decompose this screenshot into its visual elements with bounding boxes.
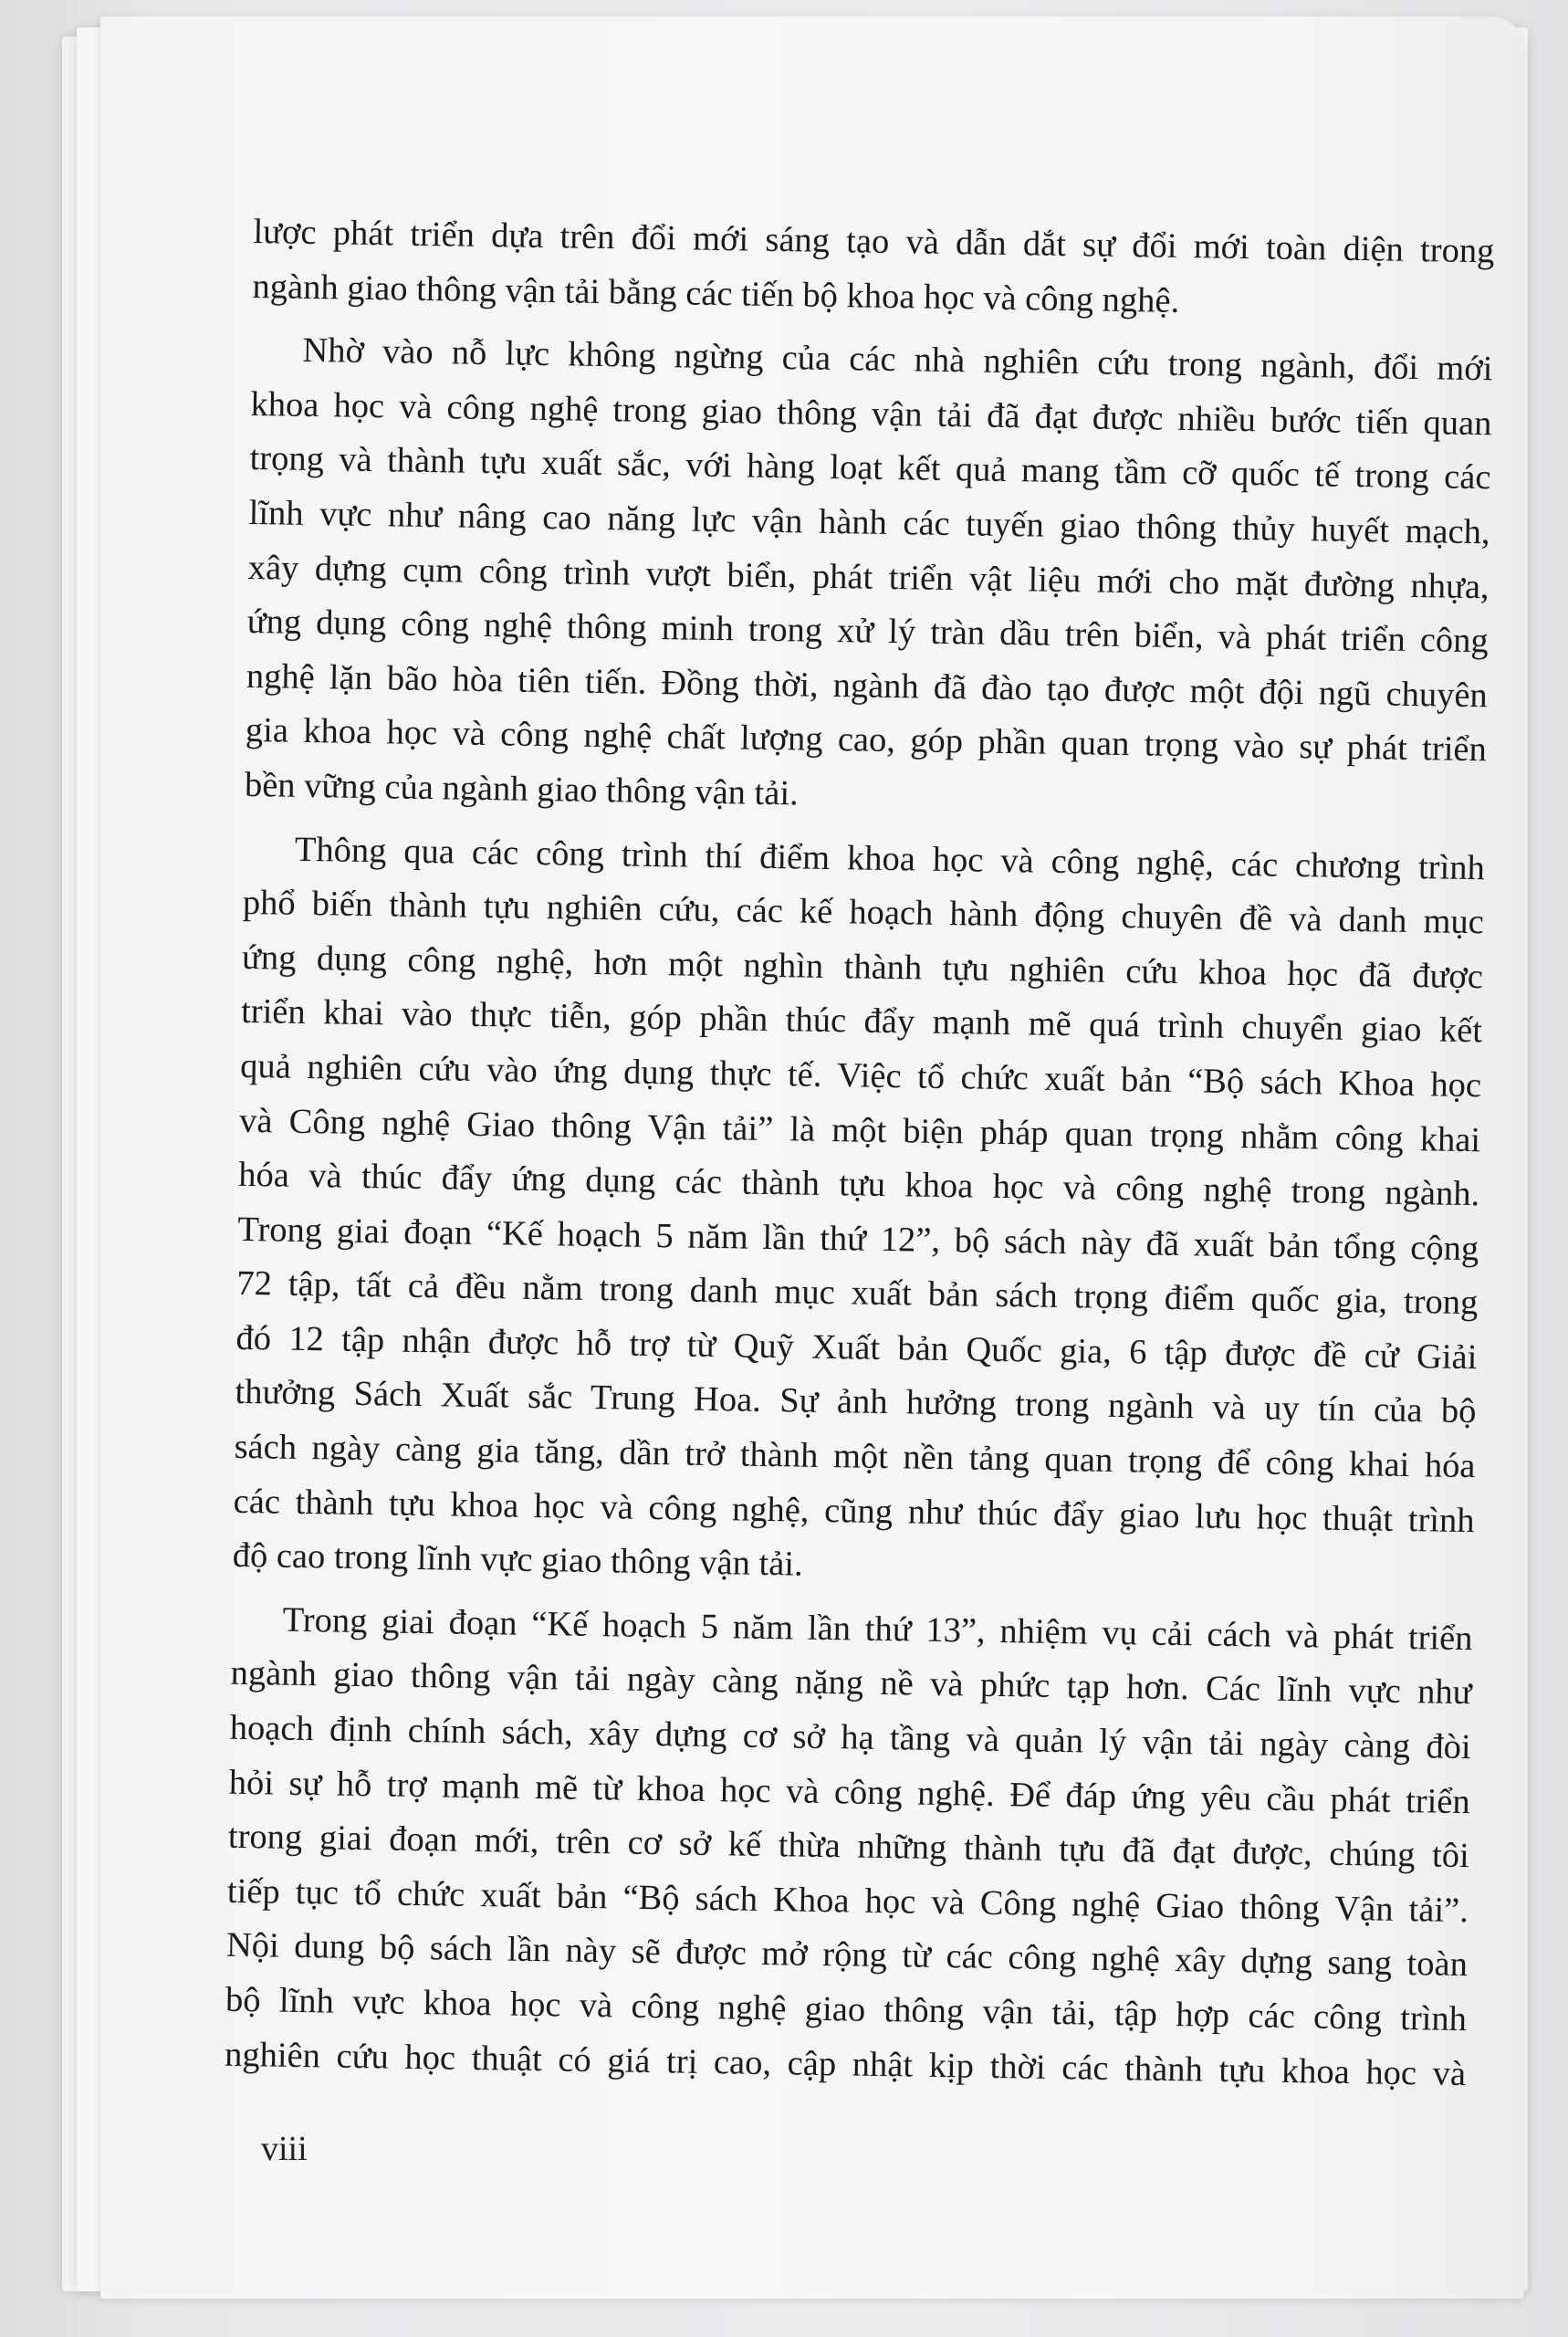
text-line: quả nghiên cứu vào ứng dụng thực tế. Việc tổ chức xuất bản “Bộ sách Khoa học xyxy=(239,1046,1482,1106)
text-line: Trong giai đoạn “Kế hoạch 5 năm lần thứ 12”, bộ sách này đã xuất bản tổng cộng xyxy=(237,1210,1479,1268)
text-line: 72 tập, tất cả đều nằm trong danh mục xuất bản sách trọng điểm quốc gia, trong xyxy=(236,1264,1479,1323)
text-line: đó 12 tập nhận được hỗ trợ từ Quỹ Xuất bản Quốc gia, 6 tập được đề cử Giải xyxy=(235,1318,1478,1378)
paragraph xyxy=(232,822,1485,1603)
text-line: xây dựng cụm công trình vượt biển, phát triển vật liệu mới cho mặt đường nhựa, xyxy=(247,548,1490,606)
text-line: triển khai vào thực tiễn, góp phần thúc đẩy mạnh mẽ quá trình chuyển giao kết xyxy=(240,992,1483,1051)
text-line: các thành tựu khoa học và công nghệ, cũng như thúc đẩy giao lưu học thuật trình xyxy=(233,1482,1475,1540)
text-line: Trong giai đoạn “Kế hoạch 5 năm lần thứ 13”, nhiệm vụ cải cách và phát triển xyxy=(282,1600,1473,1659)
text-line: ngành giao thông vận tải ngày càng nặng nề và phức tạp hơn. Các lĩnh vực như xyxy=(230,1654,1472,1713)
text-line: Thông qua các công trình thí điểm khoa học và công nghệ, các chương trình xyxy=(294,830,1486,887)
text-line: bền vững của ngành giao thông vận tải. xyxy=(244,765,800,813)
text-line: và Công nghệ Giao thông Vận tải” là một biện pháp quan trọng nhằm công khai xyxy=(238,1101,1481,1159)
text-line: hỏi sự hỗ trợ mạnh mẽ từ khoa học và công nghệ. Để đáp ứng yêu cầu phát triển xyxy=(228,1763,1471,1821)
text-line: hóa và thúc đẩy ứng dụng các thành tựu khoa học và công nghệ trong ngành. xyxy=(237,1155,1480,1214)
text-line: lĩnh vực như nâng cao năng lực vận hành các tuyến giao thông thủy huyết mạch, xyxy=(248,493,1490,552)
text-line: tiếp tục tổ chức xuất bản “Bộ sách Khoa học và Công nghệ Giao thông Vận tải”. xyxy=(226,1871,1469,1930)
text-line: bộ lĩnh vực khoa học và công nghệ giao thông vận tải, tập hợp các công trình xyxy=(225,1980,1468,2039)
text-line: nghệ lặn bão hòa tiên tiến. Đồng thời, ngành đã đào tạo được một đội ngũ chuyên xyxy=(246,656,1489,716)
text-line: nghiên cứu học thuật có giá trị cao, cập nhật kịp thời các thành tựu khoa học và xyxy=(224,2035,1467,2093)
text-line: gia khoa học và công nghệ chất lượng cao, góp phần quan trọng vào sự phát triển xyxy=(245,711,1488,770)
text-line: độ cao trong lĩnh vực giao thông vận tải. xyxy=(232,1536,803,1584)
text-line: thưởng Sách Xuất sắc Trung Hoa. Sự ảnh hưởng trong ngành và uy tín của bộ xyxy=(235,1373,1477,1431)
paragraph xyxy=(225,1593,1473,2102)
text-line: khoa học và công nghệ trong giao thông vận tải đã đạt được nhiều bước tiến quan xyxy=(250,384,1492,444)
text-line: lược phát triển dựa trên đổi mới sáng tạo và dẫn dắt sự đổi mới toàn diện trong xyxy=(253,212,1495,271)
text-line: phổ biến thành tựu nghiên cứu, các kế hoạch hành động chuyên đề và danh mục xyxy=(242,884,1485,942)
text-line: trọng và thành tựu xuất sắc, với hàng loạt kết quả mang tầm cỡ quốc tế trong các xyxy=(249,439,1491,498)
paragraph xyxy=(252,205,1495,334)
text-line: hoạch định chính sách, xây dựng cơ sở hạ tầng và quản lý vận tải ngày càng đòi xyxy=(229,1708,1471,1767)
paragraph xyxy=(245,323,1493,833)
text-line: sách ngày càng gia tăng, dần trở thành một nền tảng quan trọng để công khai hóa xyxy=(234,1427,1476,1486)
text-line: ứng dụng công nghệ thông minh trong xử lý tràn dầu trên biển, và phát triển công xyxy=(246,603,1489,661)
page-number: viii xyxy=(261,2130,308,2168)
text-line: ngành giao thông vận tải bằng các tiến bộ khoa học và công nghệ. xyxy=(252,267,1180,320)
text-line: Nhờ vào nỗ lực không ngừng của các nhà nghiên cứu trong ngành, đổi mới xyxy=(302,331,1493,389)
text-line: trong giai đoạn mới, trên cơ sở kế thừa những thành tựu đã đạt được, chúng tôi xyxy=(227,1818,1470,1876)
text-line: ứng dụng công nghệ, hơn một nghìn thành tựu nghiên cứu khoa học đã được xyxy=(241,938,1484,996)
text-line: Nội dung bộ sách lần này sẽ được mở rộng từ các công nghệ xây dựng sang toàn xyxy=(225,1926,1469,1985)
page-body-text xyxy=(225,205,1495,2111)
